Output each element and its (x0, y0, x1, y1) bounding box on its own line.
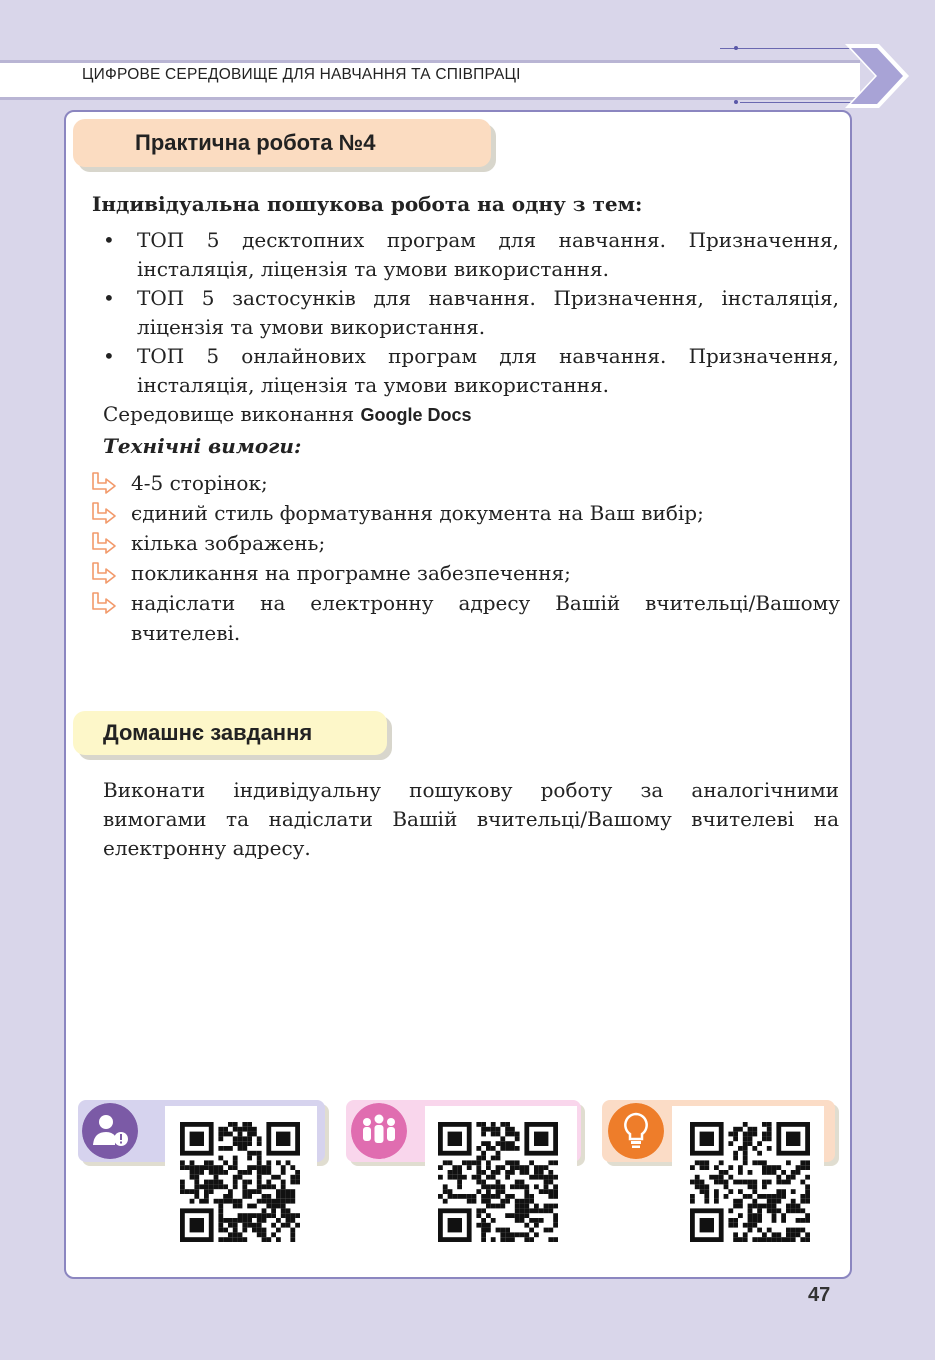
list-item: • ТОП 5 застосунків для навчання. Призначення, інсталяція, ліцензія та умови використання. (103, 286, 839, 339)
decor-dot (734, 46, 738, 50)
list-item: • ТОП 5 десктопних програм для навчання. Призначення, інсталяція, ліцензія та умови використання. (103, 228, 839, 281)
page-number: 47 (808, 1284, 831, 1306)
requirements-title: Технічні вимоги: (103, 434, 302, 458)
teacher-icon (82, 1103, 138, 1159)
bullet-icon: • (103, 228, 115, 252)
arrow-bullet-icon (90, 591, 118, 615)
list-item: єдиний стиль форматування документа на Ваш вибір; (90, 498, 840, 528)
list-item: надіслати на електронну адресу Вашій вчительці/Вашому вчителеві. (90, 588, 840, 648)
list-item: 4-5 сторінок; (90, 468, 840, 498)
list-item: • ТОП 5 онлайнових програм для навчання. Призначення, інсталяція, ліцензія та умови використання. (103, 344, 839, 397)
arrow-bullet-icon (90, 531, 118, 555)
chevron-right-icon (835, 40, 915, 112)
bullet-icon: • (103, 286, 115, 310)
group-icon (351, 1103, 407, 1159)
topic-list (103, 226, 839, 400)
decor-dot (734, 100, 738, 104)
google-docs-label: Google Docs (360, 405, 472, 425)
section-title: ЦИФРОВЕ СЕРЕДОВИЩЕ ДЛЯ НАВЧАННЯ ТА СПІВПРАЦІ (82, 66, 521, 83)
environment-line: Середовище виконання Google Docs (103, 402, 472, 426)
requirements-list (90, 468, 840, 648)
lightbulb-icon (608, 1103, 664, 1159)
homework-title: Домашнє завдання (73, 711, 387, 755)
qr-code[interactable] (688, 1122, 812, 1242)
arrow-bullet-icon (90, 471, 118, 495)
list-item: покликання на програмне забезпечення; (90, 558, 840, 588)
practical-work-title: Практична робота №4 (73, 119, 491, 167)
arrow-bullet-icon (90, 501, 118, 525)
bullet-icon: • (103, 344, 115, 368)
qr-code[interactable] (180, 1122, 300, 1242)
qr-code[interactable] (438, 1122, 558, 1242)
arrow-bullet-icon (90, 561, 118, 585)
homework-text: Виконати індивідуальну пошукову роботу за аналогічними вимогами та надіслати Вашій вчительці/Вашому вчителеві на електронну адресу. (103, 778, 839, 860)
list-item: кілька зображень; (90, 528, 840, 558)
task-intro: Індивідуальна пошукова робота на одну з тем: (92, 192, 643, 216)
